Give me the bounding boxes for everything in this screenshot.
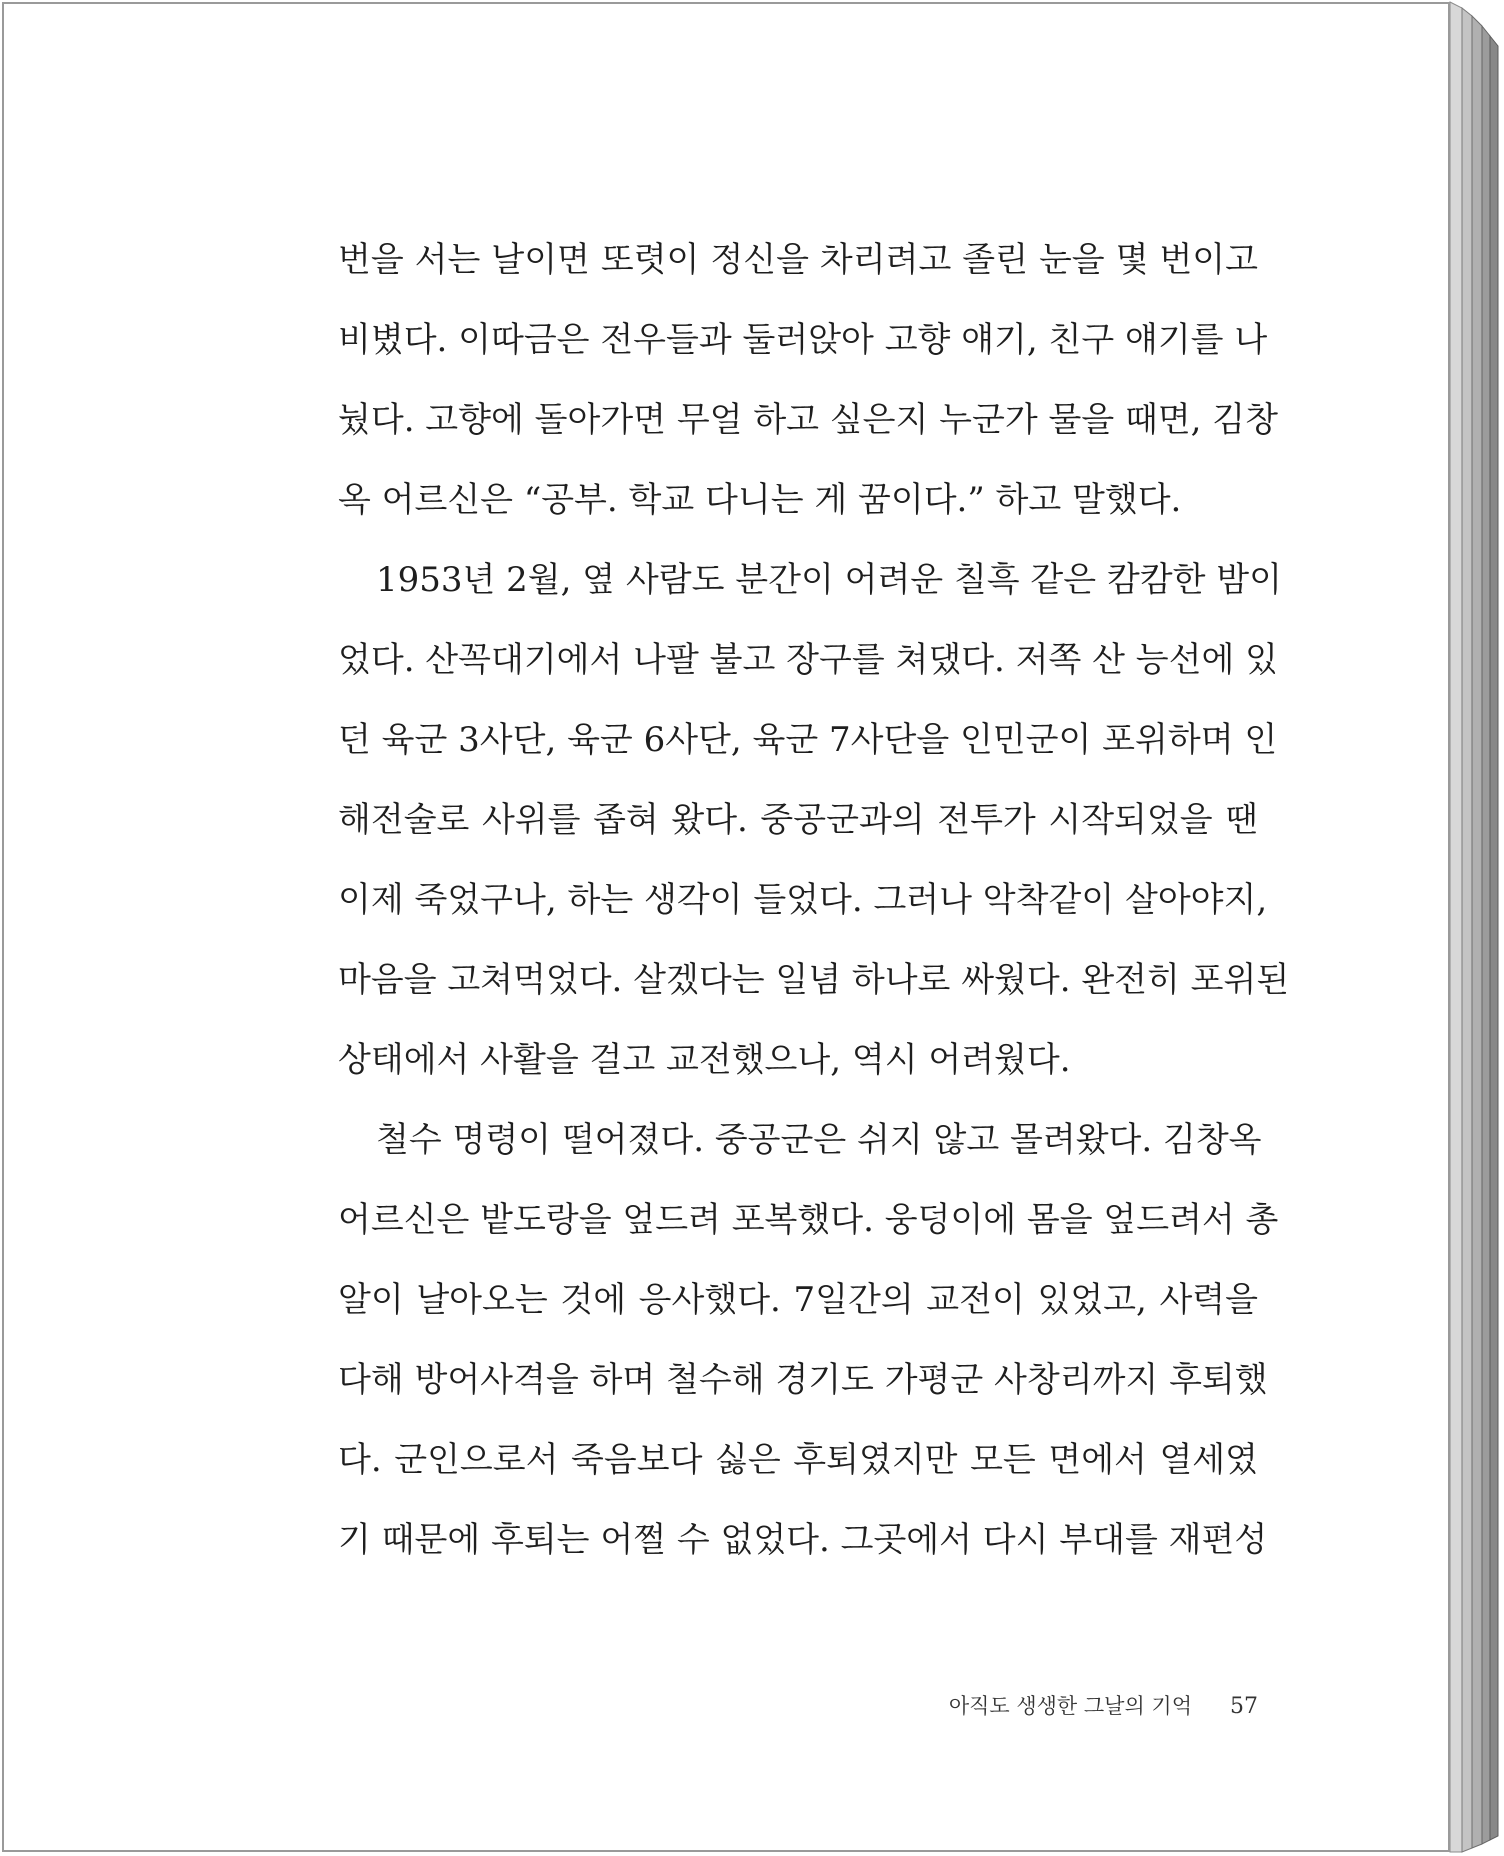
paragraph [338, 540, 1290, 1100]
text-line: 다해 방어사격을 하며 철수해 경기도 가평군 사창리까지 후퇴했 [338, 1360, 1268, 1400]
body-text [338, 220, 1290, 1580]
text-line: 다. 군인으로서 죽음보다 싫은 후퇴였지만 모든 면에서 열세였 [338, 1440, 1258, 1480]
text-line: 옥 어르신은 “공부. 학교 다니는 게 꿈이다.” 하고 말했다. [338, 480, 1182, 520]
text-line: 마음을 고쳐먹었다. 살겠다는 일념 하나로 싸웠다. 완전히 포위된 [338, 960, 1290, 1000]
text-line: 이제 죽었구나, 하는 생각이 들었다. 그러나 악착같이 살아야지, [338, 880, 1268, 920]
text-line: 었다. 산꼭대기에서 나팔 불고 장구를 쳐댔다. 저쪽 산 능선에 있 [338, 640, 1278, 680]
text-line: 1953년 2월, 옆 사람도 분간이 어려운 칠흑 같은 캄캄한 밤이 [376, 560, 1282, 600]
text-line: 알이 날아오는 것에 응사했다. 7일간의 교전이 있었고, 사력을 [338, 1280, 1258, 1320]
text-line: 해전술로 사위를 좁혀 왔다. 중공군과의 전투가 시작되었을 땐 [338, 800, 1258, 840]
paragraph [338, 220, 1278, 540]
page-number: 57 [1230, 1694, 1258, 1719]
text-line: 상태에서 사활을 걸고 교전했으나, 역시 어려웠다. [338, 1040, 1071, 1080]
paragraph [338, 1100, 1279, 1580]
page-footer [338, 1690, 1258, 1720]
text-line: 눴다. 고향에 돌아가면 무얼 하고 싶은지 누군가 물을 때면, 김창 [338, 400, 1278, 440]
text-line: 비볐다. 이따금은 전우들과 둘러앉아 고향 얘기, 친구 얘기를 나 [338, 320, 1268, 360]
text-line: 철수 명령이 떨어졌다. 중공군은 쉬지 않고 몰려왔다. 김창옥 [376, 1120, 1262, 1160]
running-title: 아직도 생생한 그날의 기억 [948, 1694, 1192, 1718]
text-line: 어르신은 밭도랑을 엎드려 포복했다. 웅덩이에 몸을 엎드려서 총 [338, 1200, 1279, 1240]
text-line: 던 육군 3사단, 육군 6사단, 육군 7사단을 인민군이 포위하며 인 [338, 720, 1278, 760]
text-line: 기 때문에 후퇴는 어쩔 수 없었다. 그곳에서 다시 부대를 재편성 [338, 1520, 1268, 1560]
text-line: 번을 서는 날이면 또렷이 정신을 차리려고 졸린 눈을 몇 번이고 [338, 240, 1258, 280]
